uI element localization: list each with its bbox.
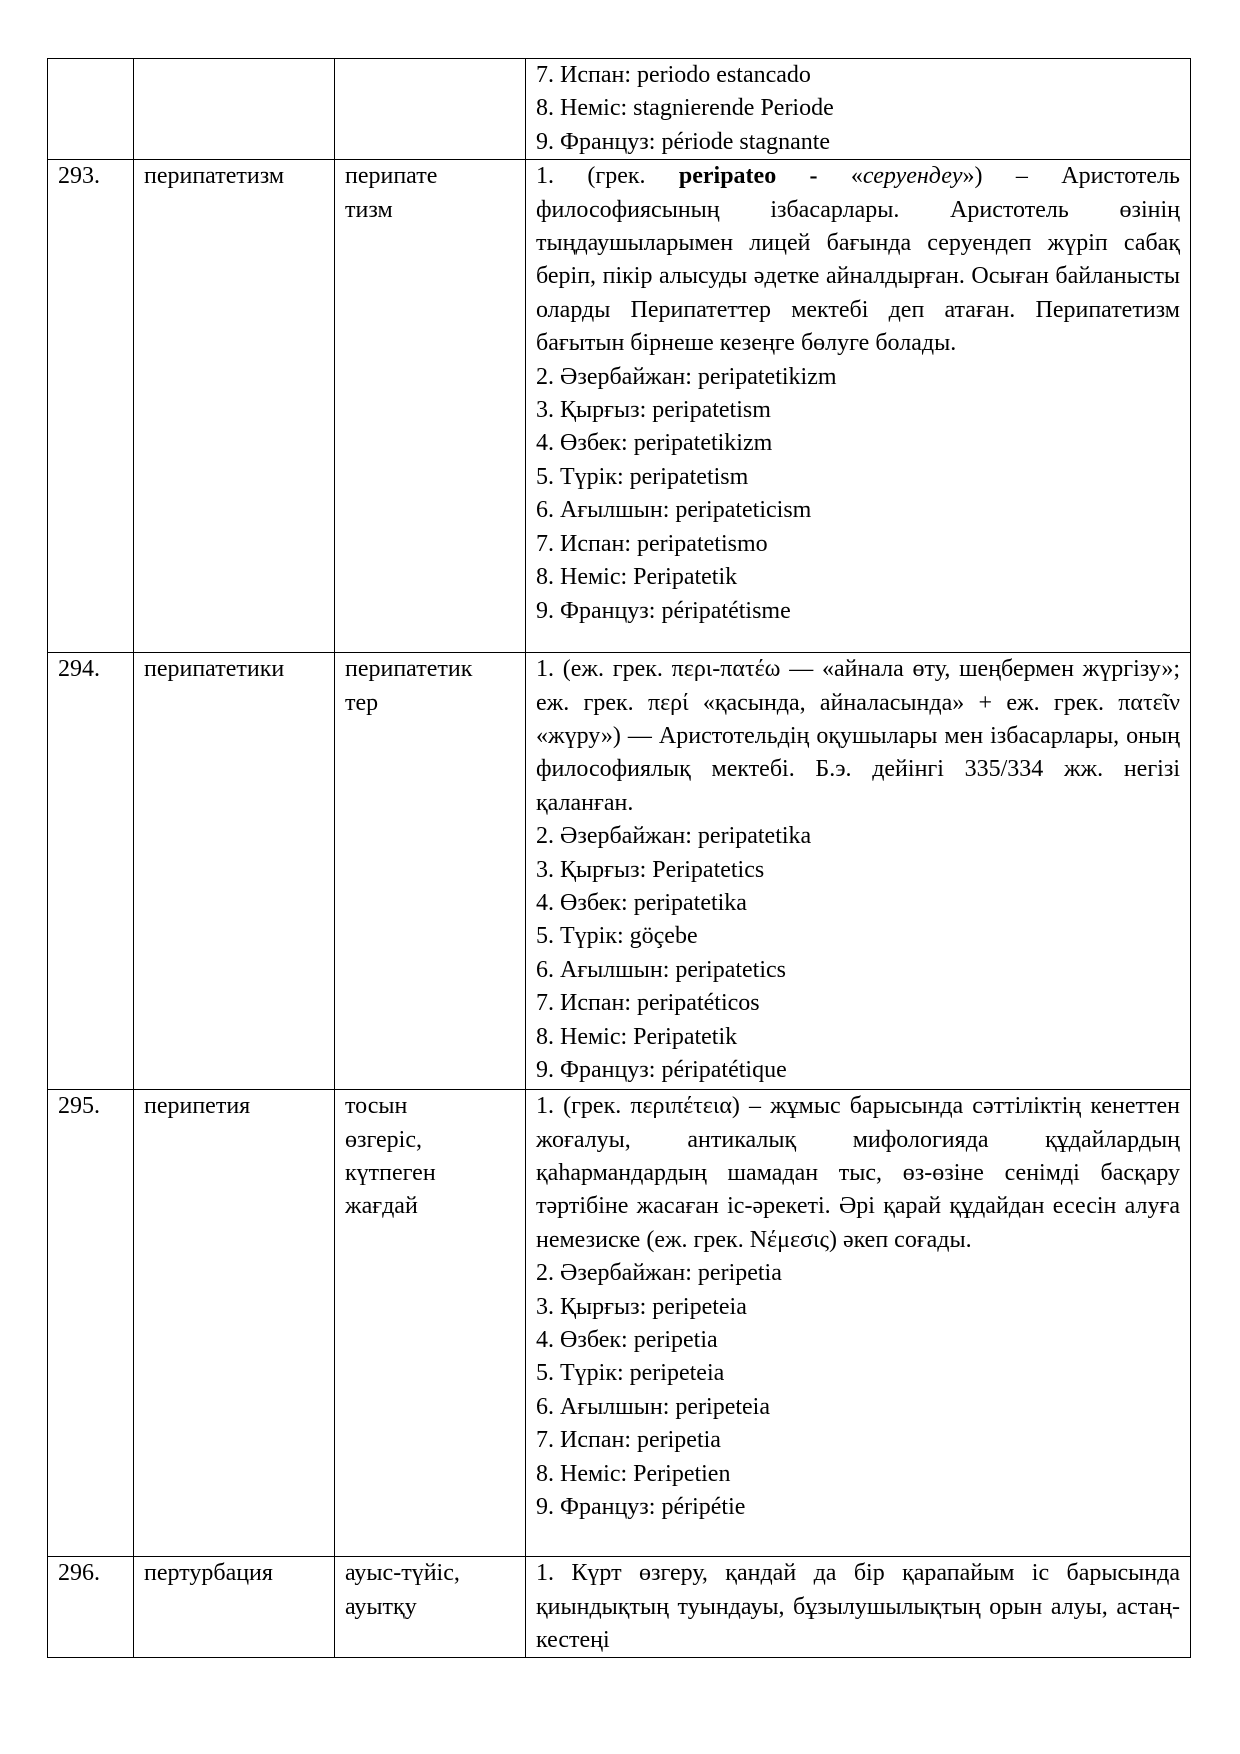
entry-term: перипетия (134, 1090, 335, 1557)
translation-line: ауытқу (345, 1593, 417, 1620)
entry-term: перипатетизм (134, 160, 335, 653)
language-line: 9. Француз: période stagnante (536, 128, 831, 155)
definition-bold-term: peripateo - (678, 163, 818, 190)
definition-cell (526, 59, 1191, 160)
definition-cell (526, 653, 1191, 1090)
language-line: 5. Түрік: göçebe (536, 923, 698, 950)
translation-cell (335, 59, 526, 160)
definition-text: 1. (грек. περιπέτεια) – жұмыс барысында сәттіліктің кенеттен жоғалуы, антикалық мифологияда құдайлардың қаһармандардың шамадан тыс, өз-өзіне сенімді басқару тәртібіне жасаған іс-әрекеті. Әрі қарай құдайдан есесін алуға немезиске (еж. грек. Νέμεσις) әкеп соғады. (536, 1093, 1180, 1253)
entry-translation (335, 1090, 526, 1557)
translation-line: перипатетик (345, 656, 473, 683)
definition-italic-gloss: серуендеу (862, 163, 963, 190)
language-line: 8. Неміс: Peripatetik (536, 564, 738, 591)
language-line: 5. Түрік: peripatetism (536, 463, 749, 490)
definition-text: 1. (еж. грек. περι-πατέω — «айнала өту, шеңбермен жүргізу»; еж. грек. περί «қасында, айналасында» + еж. грек. πατεῖν «жүру») — Аристотельдің оқушылары мен ізбасарлары, оның философиялық мектебі. Б.э. дейінгі 335/334 жж. негізі қаланған. (536, 656, 1180, 816)
language-line: 2. Әзербайжан: peripetia (536, 1260, 782, 1287)
definition-text (536, 160, 1180, 360)
translation-line: перипате (345, 163, 438, 190)
definition-text: 1. Күрт өзгеру, қандай да бір қарапайым іс барысында қиындықтың туындауы, бұзылушылықтың орын алуы, астаң-кестеңі (536, 1560, 1180, 1654)
language-line: 4. Өзбек: peripatetikizm (536, 430, 773, 457)
translation-line: жағдай (345, 1193, 418, 1220)
language-line: 4. Өзбек: peripatetika (536, 890, 747, 917)
translation-line: күтпеген (345, 1160, 436, 1187)
language-line: 6. Ағылшын: peripatetics (536, 956, 787, 983)
entry-translation (335, 160, 526, 653)
language-line: 3. Қырғыз: peripeteia (536, 1293, 747, 1320)
table-row (48, 1557, 1191, 1658)
entry-number: 294. (48, 653, 134, 1090)
language-line: 7. Испан: peripatetismo (536, 530, 768, 557)
definition-quote-open: « (817, 163, 863, 190)
definition-cell (526, 1090, 1191, 1557)
language-line: 3. Қырғыз: Peripatetics (536, 856, 765, 883)
language-line: 6. Ағылшын: peripeteia (536, 1393, 770, 1420)
language-line: 2. Әзербайжан: peripatetika (536, 823, 812, 850)
language-line: 3. Қырғыз: peripatetism (536, 397, 771, 424)
language-line: 7. Испан: periodo estancado (536, 62, 811, 88)
entry-translation (335, 1557, 526, 1658)
definition-prefix: 1. (грек. (536, 163, 679, 190)
translation-line: тосын (345, 1093, 408, 1120)
translation-line: өзгеріс, (345, 1126, 422, 1153)
entry-number-cell (48, 59, 134, 160)
definition-cell (526, 160, 1191, 653)
language-line: 2. Әзербайжан: peripatetikizm (536, 363, 837, 390)
entry-number: 293. (48, 160, 134, 653)
table-row (48, 160, 1191, 653)
language-line: 6. Ағылшын: peripateticism (536, 497, 812, 524)
dictionary-table (47, 58, 1191, 1658)
language-line: 7. Испан: peripatéticos (536, 990, 760, 1017)
entry-number: 295. (48, 1090, 134, 1557)
entry-term: перипатетики (134, 653, 335, 1090)
language-line: 8. Неміс: stagnierende Periode (536, 95, 834, 122)
table-row (48, 59, 1191, 160)
language-line: 9. Француз: péripétie (536, 1494, 746, 1521)
translation-line: тизм (345, 196, 393, 223)
entry-number: 296. (48, 1557, 134, 1658)
language-line: 8. Неміс: Peripatetik (536, 1023, 738, 1050)
definition-rest: ») – Аристотель философиясының ізбасарлары. Аристотель өзінің тыңдаушыларымен лицей бағында серуендеп жүріп сабақ беріп, пікір алысуды әдетке айналдырған. Осыған байланысты оларды Перипатеттер мектебі деп атаған. Перипатетизм бағытын бірнеше кезеңге бөлуге болады. (536, 163, 1180, 357)
table-row (48, 653, 1191, 1090)
language-line: 8. Неміс: Peripetien (536, 1460, 731, 1487)
translation-line: ауыс-түйіс, (345, 1560, 460, 1587)
language-line: 4. Өзбек: peripetia (536, 1327, 718, 1354)
entry-term: пертурбация (134, 1557, 335, 1658)
translation-line: тер (345, 689, 379, 716)
language-line: 7. Испан: peripetia (536, 1427, 721, 1454)
language-line: 9. Француз: péripatétisme (536, 597, 791, 624)
term-cell (134, 59, 335, 160)
entry-translation (335, 653, 526, 1090)
table-row (48, 1090, 1191, 1557)
language-line: 5. Түрік: peripeteia (536, 1360, 725, 1387)
language-line: 9. Француз: péripatétique (536, 1057, 787, 1084)
definition-cell (526, 1557, 1191, 1658)
